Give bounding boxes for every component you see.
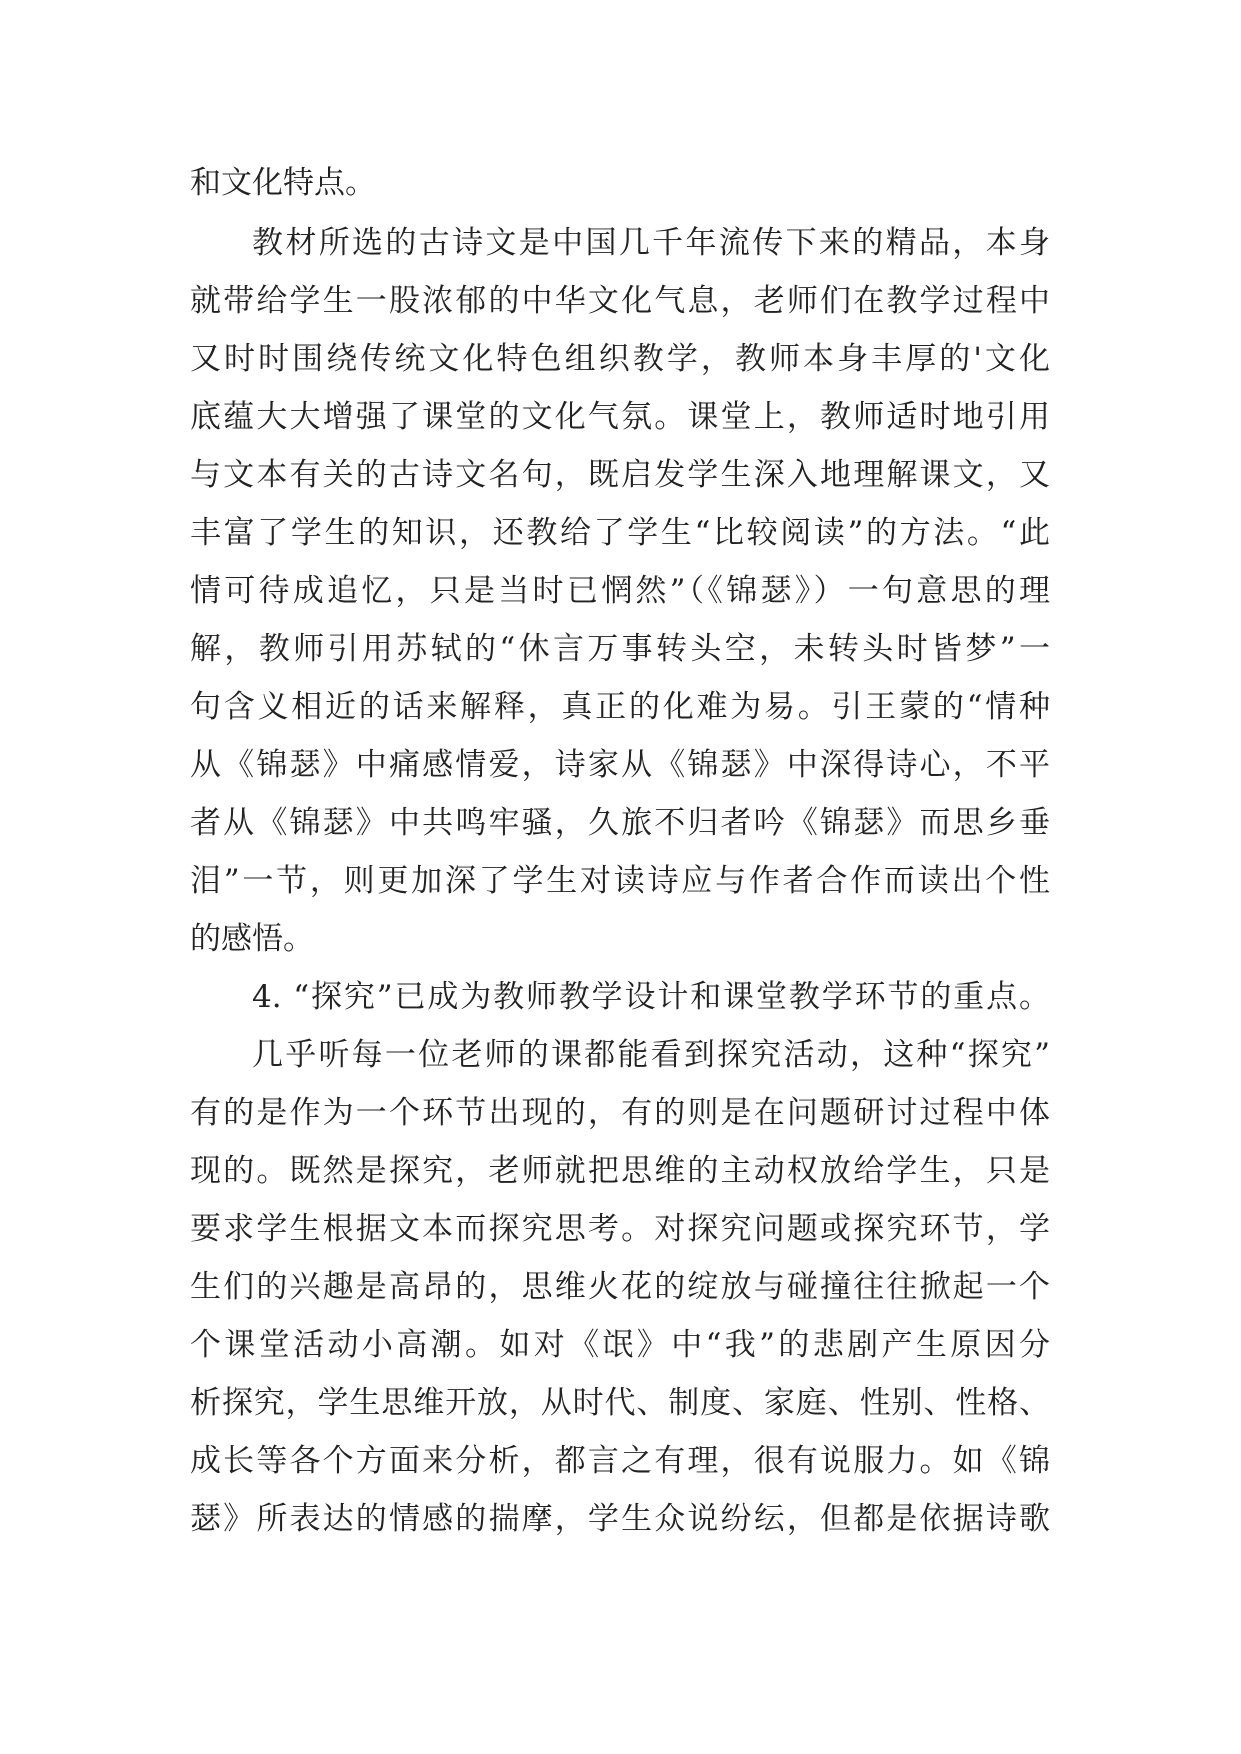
text-line: 又时时围绕传统文化特色组织教学，教师本身丰厚的'文化 [190, 341, 1050, 377]
text-line: 析探究，学生思维开放，从时代、制度、家庭、性别、性格、 [190, 1385, 1050, 1421]
text-line: 丰富了学生的知识，还教给了学生“比较阅读”的方法。“此 [190, 515, 1050, 551]
text-line: 者从《锦瑟》中共鸣牢骚，久旅不归者吟《锦瑟》而思乡垂 [190, 805, 1050, 841]
text-line: 成长等各个方面来分析，都言之有理，很有说服力。如《锦 [190, 1443, 1050, 1479]
text-line: 就带给学生一股浓郁的中华文化气息，老师们在教学过程中 [190, 283, 1050, 319]
text-line: 泪”一节，则更加深了学生对读诗应与作者合作而读出个性 [190, 863, 1050, 899]
text-line: 瑟》所表达的情感的揣摩，学生众说纷纭，但都是依据诗歌 [190, 1501, 1050, 1537]
text-line: 的感悟。 [190, 921, 314, 957]
text-line: 解，教师引用苏轼的“休言万事转头空，未转头时皆梦”一 [190, 631, 1050, 667]
paragraph-first-line: 几乎听每一位老师的课都能看到探究活动，这种“探究” [252, 1037, 1050, 1073]
text-line: 现的。既然是探究，老师就把思维的主动权放给学生，只是 [190, 1153, 1050, 1189]
text-line: 情可待成追忆，只是当时已惘然”（《锦瑟》）一句意思的理 [190, 573, 1050, 609]
text-line: 和文化特点。 [190, 165, 376, 201]
text-line: 与文本有关的古诗文名句，既启发学生深入地理解课文，又 [190, 457, 1050, 493]
text-line: 底蕴大大增强了课堂的文化气氛。课堂上，教师适时地引用 [190, 399, 1050, 435]
text-line: 句含义相近的话来解释，真正的化难为易。引王蒙的“情种 [190, 689, 1050, 725]
text-line: 要求学生根据文本而探究思考。对探究问题或探究环节，学 [190, 1211, 1050, 1247]
text-line: 从《锦瑟》中痛感情爱，诗家从《锦瑟》中深得诗心，不平 [190, 747, 1050, 783]
text-line: 生们的兴趣是高昂的，思维火花的绽放与碰撞往往掀起一个 [190, 1269, 1050, 1305]
text-line: 有的是作为一个环节出现的，有的则是在问题研讨过程中体 [190, 1095, 1050, 1131]
paragraph-first-line: 教材所选的古诗文是中国几千年流传下来的精品，本身 [252, 225, 1050, 261]
text-line: 个课堂活动小高潮。如对《氓》中“我”的悲剧产生原因分 [190, 1327, 1050, 1363]
section-heading: 4. “探究”已成为教师教学设计和课堂教学环节的重点。 [252, 979, 1050, 1015]
